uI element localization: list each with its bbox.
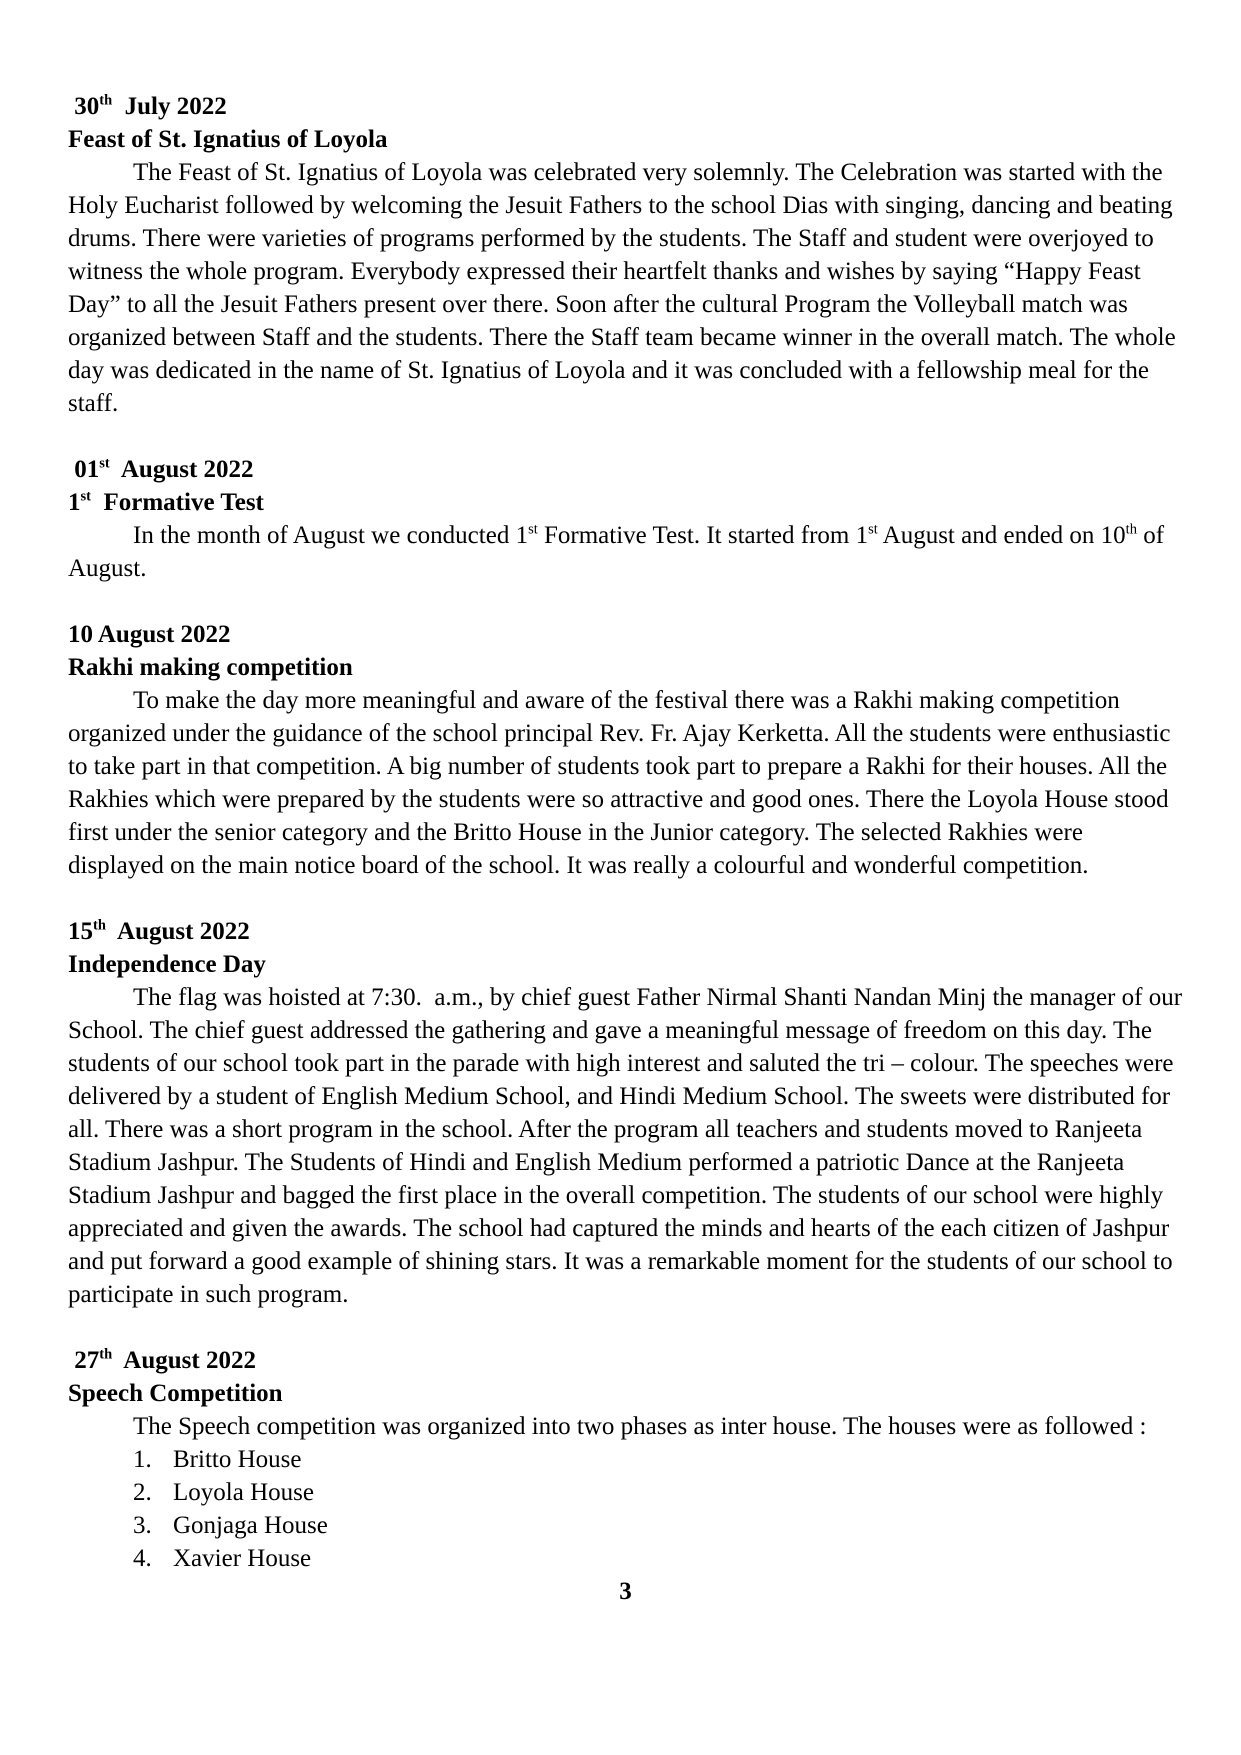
section-date: 15th August 2022	[68, 917, 250, 945]
section-paragraph: In the month of August we conducted 1st Formative Test. It started from 1st August and ended on 10th of August.	[68, 521, 1169, 582]
section-paragraph: The flag was hoisted at 7:30. a.m., by chief guest Father Nirmal Shanti Nandan Minj the manager of our School. The chief guest addressed the gathering and gave a meaningful message of freedom on this day. The students of our school took part in the parade with high interest and saluted the tri – colour. The speeches were delivered by a student of English Medium School, and Hindi Medium School. The sweets were distributed for all. There was a short program in the school. After the program all teachers and students moved to Ranjeeta Stadium Jashpur. The Students of Hindi and English Medium performed a patriotic Dance at the Ranjeeta Stadium Jashpur and bagged the first place in the overall competition. The students of our school were highly appreciated and given the awards. The school had captured the minds and hearts of the each citizen of Jashpur and put forward a good example of shining stars. It was a remarkable moment for the students of our school to participate in such program.	[68, 984, 1189, 1308]
section-date: 30th July 2022	[68, 92, 227, 120]
section-title: Independence Day	[68, 951, 266, 978]
section-date: 10 August 2022	[68, 621, 231, 648]
list-item	[68, 1476, 1183, 1509]
section-paragraph: The Speech competition was organized into two phases as inter house. The houses were as followed :	[133, 1413, 1147, 1440]
list-item	[68, 1542, 1183, 1575]
list-item-number: 3.	[133, 1512, 152, 1539]
section-rakhi-competition	[68, 618, 1183, 882]
list-item-number: 1.	[133, 1446, 152, 1473]
list-item-number: 4.	[133, 1545, 152, 1572]
list-item-label: Britto House	[173, 1446, 302, 1473]
section-paragraph: To make the day more meaningful and aware of the festival there was a Rakhi making competition organized under the guidance of the school principal Rev. Fr. Ajay Kerketta. All the students were enthusiastic to take part in that competition. A big number of students took part to prepare a Rakhi for their houses. All the Rakhies which were prepared by the students were so attractive and good ones. There the Loyola House stood first under the senior category and the Britto House in the Junior category. The selected Rakhies were displayed on the main notice board of the school. It was really a colourful and wonderful competition.	[68, 687, 1177, 879]
list-item-label: Gonjaga House	[173, 1512, 328, 1539]
section-speech-competition	[68, 1344, 1183, 1575]
section-independence-day	[68, 915, 1189, 1311]
section-feast-of-st-ignatius	[68, 90, 1183, 420]
section-paragraph: The Feast of St. Ignatius of Loyola was celebrated very solemnly. The Celebration was started with the Holy Eucharist followed by welcoming the Jesuit Fathers to the school Dias with singing, dancing and beating drums. There were varieties of programs performed by the students. The Staff and student were overjoyed to witness the whole program. Everybody expressed their heartfelt thanks and wishes by saying “Happy Feast Day” to all the Jesuit Fathers present over there. Soon after the cultural Program the Volleyball match was organized between Staff and the students. There the Staff team became winner in the overall match. The whole day was dedicated in the name of St. Ignatius of Loyola and it was concluded with a fellowship meal for the staff.	[68, 159, 1182, 417]
list-item-number: 2.	[133, 1479, 152, 1506]
page-number: 3	[619, 1578, 632, 1605]
section-title: Feast of St. Ignatius of Loyola	[68, 126, 388, 153]
section-title: Speech Competition	[68, 1380, 283, 1407]
section-date: 01st August 2022	[68, 455, 254, 483]
section-date: 27th August 2022	[68, 1346, 256, 1374]
house-list	[68, 1443, 1183, 1575]
list-item	[68, 1509, 1183, 1542]
section-title: Rakhi making competition	[68, 654, 353, 681]
section-formative-test	[68, 453, 1183, 585]
list-item	[68, 1443, 1183, 1476]
section-title: 1st Formative Test	[68, 488, 264, 516]
list-item-label: Loyola House	[173, 1479, 314, 1506]
list-item-label: Xavier House	[173, 1545, 312, 1572]
